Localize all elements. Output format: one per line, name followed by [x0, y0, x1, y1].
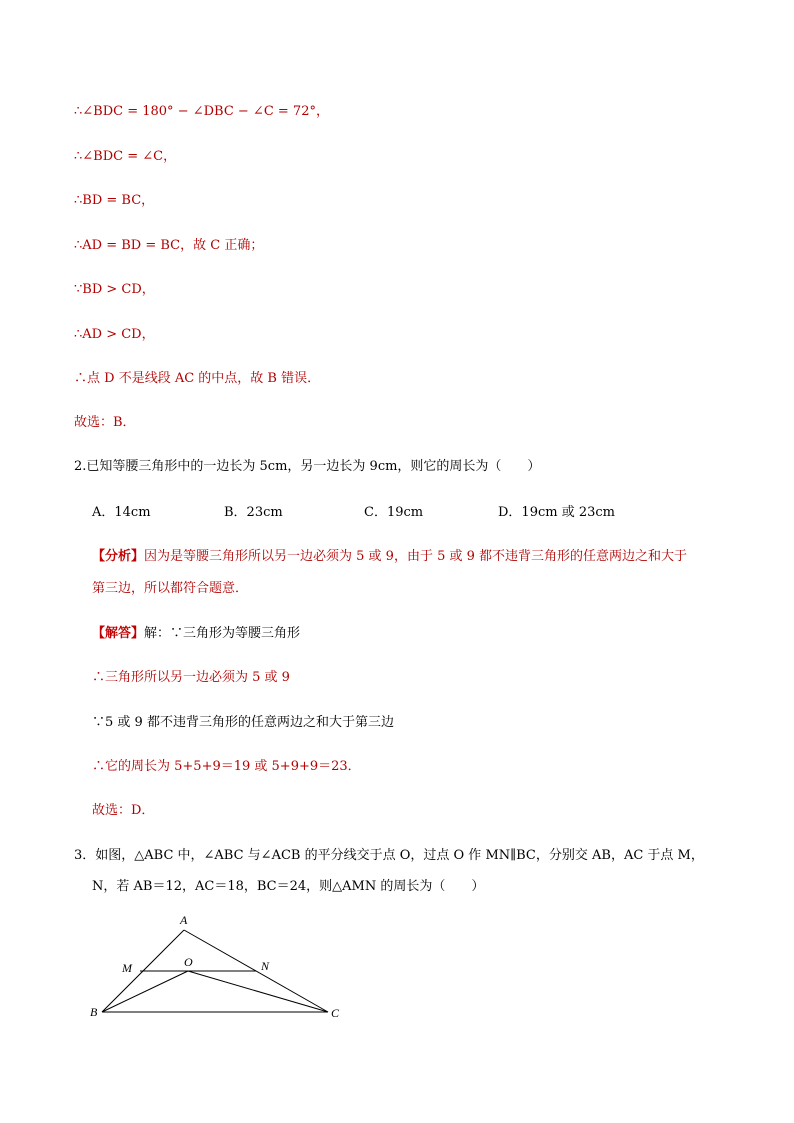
label-n: N	[261, 959, 270, 973]
answer-text-1: 解：∵三角形为等腰三角形	[144, 626, 301, 641]
segment-bo	[102, 971, 188, 1012]
analysis-line-2: 第三边，所以都符合题意．	[92, 581, 249, 596]
answer-tag: 【解答】	[92, 626, 145, 641]
analysis-line-1	[92, 548, 687, 566]
analysis-tag: 【分析】	[92, 549, 145, 564]
analysis-text-1: 因为是等腰三角形所以另一边必须为 5 或 9，由于 5 或 9 都不违背三角形的任意两边之和大于	[144, 549, 688, 564]
solution-step-1: ∴∠BDC = 180° − ∠DBC − ∠C = 72°，	[74, 104, 329, 119]
triangle-figure	[84, 908, 354, 1024]
option-b: B．23cm	[224, 505, 283, 520]
label-m: M	[122, 961, 132, 975]
question-3-stem-2: N，若 AB＝12，AC＝18，BC＝24，则△AMN 的周长为（ ）	[92, 879, 485, 894]
answer-line-1	[92, 625, 300, 643]
option-d: D．19cm 或 23cm	[498, 505, 615, 520]
solution-step-4: ∴AD = BD = BC，故 C 正确；	[74, 238, 264, 253]
option-c: C．19cm	[364, 505, 424, 520]
solution-step-7: ∴点 D 不是线段 AC 的中点，故 B 错误．	[74, 371, 321, 386]
solution-step-3: ∴BD = BC，	[74, 193, 155, 208]
solution-step-2: ∴∠BDC = ∠C，	[74, 149, 177, 164]
answer-choice: 故选：D．	[92, 803, 155, 818]
answer-line-2: ∴三角形所以另一边必须为 5 或 9	[92, 670, 290, 685]
solution-step-8: 故选：B．	[74, 415, 136, 430]
label-o: O	[184, 955, 193, 969]
option-a: A．14cm	[92, 505, 151, 520]
answer-line-3: ∵5 或 9 都不违背三角形的任意两边之和大于第三边	[92, 715, 394, 730]
question-3-stem-1: 3．如图，△ABC 中，∠ABC 与∠ACB 的平分线交于点 O，过点 O 作 MN∥BC，分别交 AB，AC 于点 M，	[74, 848, 704, 863]
segment-co	[188, 971, 328, 1012]
label-a: A	[180, 913, 188, 927]
solution-step-5: ∵BD > CD，	[74, 282, 155, 297]
question-2-stem: 2.已知等腰三角形中的一边长为 5cm，另一边长为 9cm，则它的周长为（ ）	[74, 459, 541, 474]
solution-step-6: ∴AD > CD，	[74, 327, 155, 342]
label-b: B	[90, 1005, 98, 1019]
label-c: C	[331, 1006, 340, 1020]
answer-line-4: ∴它的周长为 5+5+9＝19 或 5+9+9＝23．	[92, 759, 361, 774]
